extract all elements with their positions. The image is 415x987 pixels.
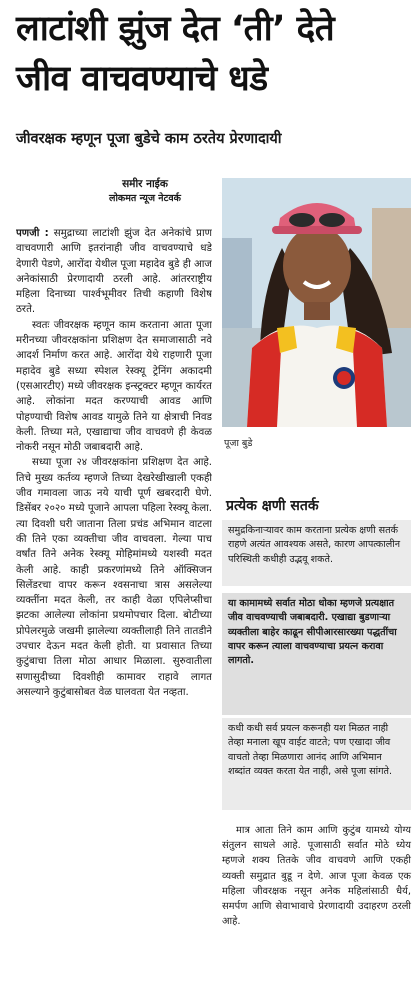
article-paragraph: मात्र आता तिने काम आणि कुटुंब यामध्ये योग्य संतुलन साधले आहे. पूजासाठी सर्वात मोठे ध्येय म्हणजे शक्य तितके जीव वाचवणे आणि एकही व्यक्ती समुद्रात बुडू न देणे. आज पूजा केवळ एक महिला जीवरक्षक नसून अनेक महिलांसाठी धैर्य, समर्पण आणि सेवाभावाचे प्रेरणादायी उदाहरण ठरली आहे. <box>222 825 411 928</box>
article-paragraph: सध्या पूजा २४ जीवरक्षकांना प्रशिक्षण देत आहे. तिचे मुख्य कर्तव्य म्हणजे तिच्या देखरेखीखाली एकही जीव गमावला जाऊ नये याची पूर्ण खबरदारी घेणे. डिसेंबर २०२० मध्ये पूजाने आपला पहिला रेस्क्यू केला. त्या दिवशी घरी जाताना तिला प्रचंड अभिमान वाटला की तिने एका व्यक्तीचा जीव वाचवला. गेल्या पाच वर्षांत तिने अनेक रेस्क्यू मोहिमांमध्ये यशस्वी मदत केली आहे. काही प्रकरणांमध्ये तिने ऑक्सिजन सिलेंडरचा वापर करून श्वसनाचा त्रास असलेल्या व्यक्तींना मदत केली, तर काही वेळा एपिलेप्सीचा झटका आलेल्या लोकांना प्रथमोपचार दिला. बोटीच्या प्रोपेलरमुळे जखमी झालेल्या व्यक्तीलाही तिने तातडीने उपचार देऊन मदत केली होती. या प्रवासात तिच्या कुटुंबाचा तिला मोठा आधार मिळाला. सुरुवातीला सणासुदीच्या दिवशीही कामावर राहावे लागत असल्याने कुटुंबासोबत वेळ घालवता येत नव्हता. <box>16 457 212 698</box>
byline <box>80 177 210 206</box>
sidebar-box-3 <box>222 718 411 810</box>
byline-author: समीर नाईक <box>122 178 168 190</box>
subheadline: जीवरक्षक म्हणून पूजा बुडेचे काम ठरतेय प्रेरणादायी <box>16 131 282 147</box>
byline-organization: लोकमत न्यूज नेटवर्क <box>109 193 181 204</box>
sidebar-box-2 <box>222 593 411 715</box>
dateline: पणजी : <box>16 228 49 239</box>
section-title: प्रत्येक क्षणी सतर्क <box>226 498 319 514</box>
sidebar-box-text: समुद्रकिनाऱ्यावर काम करताना प्रत्येक क्षणी सतर्क राहणे अत्यंत आवश्यक असते, कारण आपत्कालीन परिस्थिती कधीही उद्भवू शकते. <box>228 525 401 565</box>
portrait-photo <box>222 178 411 427</box>
paragraph-text: समुद्राच्या लाटांशी झुंज देत अनेकांचे प्राण वाचवणारी आणि इतरांनाही जीव वाचवण्याचे धडे देणारी पेडणे, आरोंदा येथील पूजा महादेव बुडे ही आज अनेकांसाठी प्रेरणादायी ठरली आहे. आंतरराष्ट्रीय महिला दिनाच्या पार्श्वभूमीवर तिची कहाणी विशेष ठरते. <box>16 228 212 316</box>
article-body-right <box>222 823 411 929</box>
headline-line-1: लाटांशी झुंज देत ‘ती’ देते <box>16 9 335 49</box>
sidebar-box-text: कधी कधी सर्व प्रयत्न करूनही यश मिळत नाही तेव्हा मनाला खूप वाईट वाटते; पण एखादा जीव वाचतो तेव्हा मिळणारा आनंद आणि अभिमान शब्दांत व्यक्त करता येत नाही, असे पूजा सांगते. <box>228 723 393 777</box>
headline <box>16 4 411 104</box>
article-paragraph <box>16 226 212 318</box>
headline-line-2: जीव वाचवण्याचे धडे <box>16 59 268 99</box>
article-body-left <box>16 226 212 981</box>
photo-caption: पूजा बुडे <box>224 438 253 449</box>
article-paragraph: स्वतः जीवरक्षक म्हणून काम करताना आता पूजा मरीनच्या जीवरक्षकांना प्रशिक्षण देत समाजासाठी नवे आदर्श निर्माण करत आहे. आरोंदा येथे राहणारी पूजा महादेव बुडे सध्या स्पेशल रेस्क्यू ट्रेनिंग अकादमी (एसआरटीए) मध्ये जीवरक्षक इन्स्ट्रक्टर म्हणून कार्यरत आहे. लोकांना मदत करण्याची आवड आणि पोहण्याची विशेष आवड यामुळे तिने या क्षेत्राची निवड केली. तिच्या मते, एखाद्याचा जीव वाचवणे ही केवळ नोकरी नसून मोठी जबाबदारी आहे. <box>16 319 212 454</box>
sidebar-box-text: या कामामध्ये सर्वात मोठा धोका म्हणजे प्रत्यक्षात जीव वाचवण्याची जबाबदारी. एखाद्या बुडणाऱ्या व्यक्तीला बाहेर काढून सीपीआरसारख्या पद्धतींचा वापर करून त्याला वाचवण्याचा प्रयत्न करावा लागतो. <box>228 598 397 667</box>
sidebar-box-1 <box>222 520 411 586</box>
portrait-illustration <box>222 178 411 427</box>
